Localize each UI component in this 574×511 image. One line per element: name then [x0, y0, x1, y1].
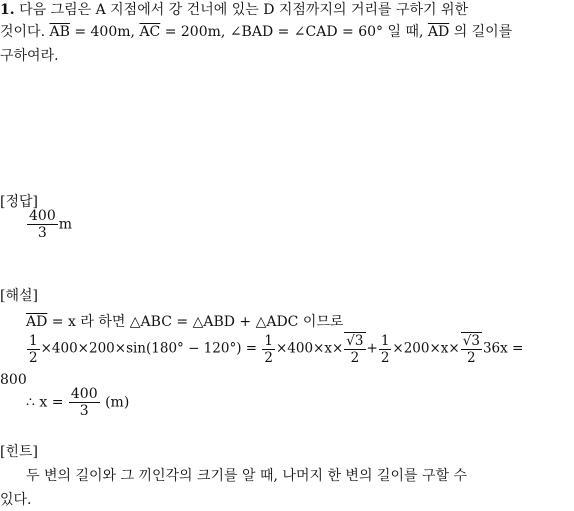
eq-tail: 36x = — [482, 340, 524, 357]
answer-fraction — [27, 208, 58, 241]
eq-term-1: ×400×200×sin(180° − 120°) = — [40, 340, 258, 357]
result-denominator: 3 — [69, 402, 100, 419]
problem-text-2a: 것이다. — [0, 24, 46, 40]
sqrt3-den-2: 2 — [461, 349, 482, 366]
explanation-wrap: 800 — [0, 372, 27, 388]
explanation-equation — [26, 332, 523, 366]
angle-equation: ∠BAD = ∠CAD = 60° — [229, 24, 384, 40]
problem-text-2b: 일 때, — [387, 24, 424, 40]
hint-line-2: 있다. — [0, 492, 32, 508]
sqrt3-num-2: √3 — [462, 333, 480, 349]
answer-value — [26, 208, 72, 241]
segment-ab-value: = 400m, — [74, 24, 135, 40]
result-fraction — [69, 386, 100, 419]
therefore-text: ∴ x = — [26, 394, 64, 411]
explanation-label: [해설] — [0, 288, 38, 304]
fraction-sqrt3-2 — [461, 332, 482, 366]
explanation-line-1 — [26, 312, 343, 332]
result-unit: (m) — [105, 394, 130, 411]
problem-line-1 — [0, 0, 468, 20]
answer-unit: m — [58, 216, 73, 233]
result-numerator: 400 — [70, 386, 98, 402]
segment-ad: $\overline{AD}$ — [427, 24, 450, 40]
fraction-half-3 — [379, 333, 392, 366]
half-num-2: 1 — [264, 332, 273, 349]
sqrt3-den-1: 2 — [344, 349, 365, 366]
hint-label: [힌트] — [0, 444, 38, 460]
fraction-half-2 — [262, 333, 275, 366]
problem-line-2 — [0, 22, 512, 42]
problem-text-2c: 의 길이를 — [453, 24, 513, 40]
half-num-1: 1 — [29, 332, 38, 349]
explanation-result — [26, 386, 129, 419]
fraction-sqrt3-1 — [344, 332, 365, 366]
answer-denominator: 3 — [27, 224, 58, 241]
problem-number: 1. — [0, 2, 15, 18]
eq-plus: + — [366, 340, 378, 357]
hint-line-1: 두 변의 길이와 그 끼인각의 크기를 알 때, 나머지 한 변의 길이를 구할 수 — [26, 468, 467, 484]
eq-term-2: ×400×x× — [275, 340, 344, 357]
sqrt3-num-1: √3 — [346, 333, 364, 349]
half-den-2: 2 — [264, 349, 273, 366]
problem-text-3: 구하여라. — [0, 48, 59, 64]
explanation-text-1: = x 라 하면 △ABC = △ABD + △ADC 이므로 — [51, 314, 344, 330]
fraction-half-1 — [27, 333, 40, 366]
problem-text-1: 다음 그림은 A 지점에서 강 건너에 있는 D 지점까지의 거리를 구하기 위한 — [19, 2, 469, 18]
half-den-3: 2 — [380, 349, 390, 366]
problem-line-3 — [0, 46, 59, 66]
answer-label: [정답] — [0, 194, 38, 210]
eq-term-3: ×200×x× — [392, 340, 460, 357]
half-num-3: 1 — [380, 332, 390, 349]
segment-ac: $\overline{AC}$ — [139, 24, 161, 40]
explanation-segment-ad: $\overline{AD}$ — [26, 314, 48, 330]
half-den-1: 2 — [29, 349, 38, 366]
segment-ac-value: = 200m, — [164, 24, 226, 40]
answer-numerator: 400 — [29, 208, 56, 224]
segment-ab: $\overline{AB}$ — [49, 24, 70, 40]
